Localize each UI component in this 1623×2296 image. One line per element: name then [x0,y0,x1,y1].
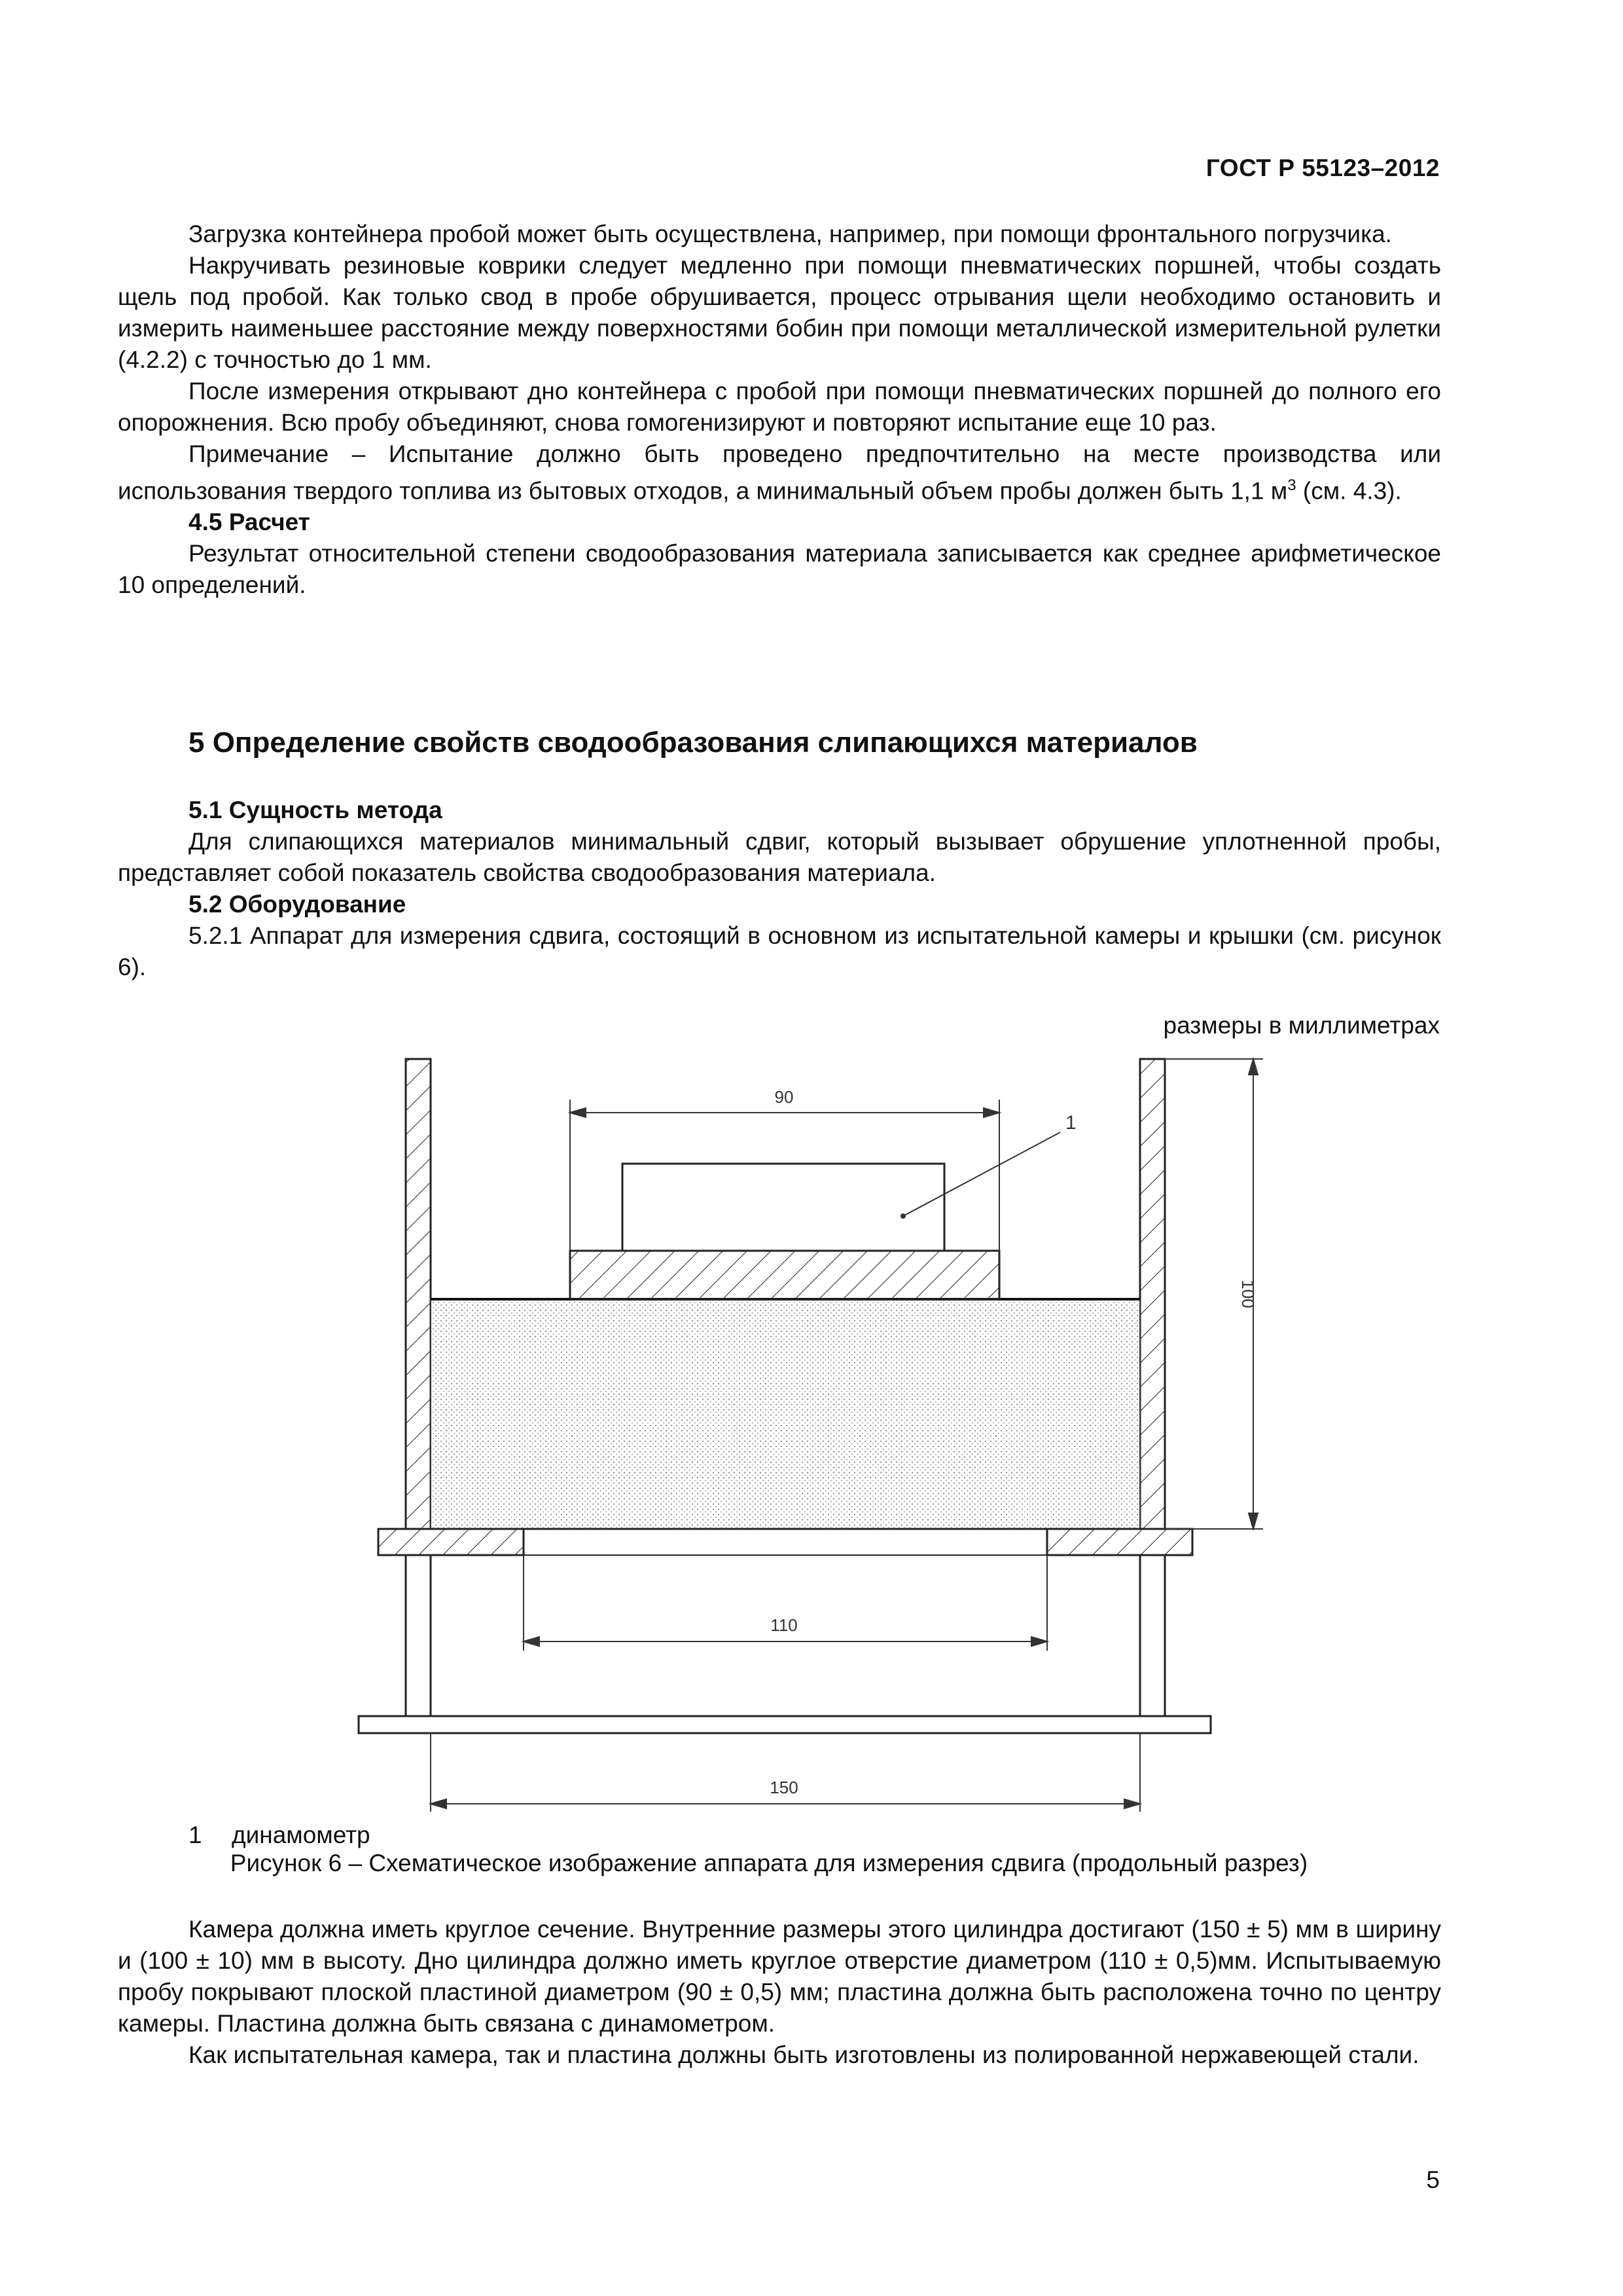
note [118,439,1441,507]
note-text: Примечание – Испытание должно быть проведено предпочтительно на месте производства или использования твердого топлива из бытовых отходов, а минимальный объем пробы должен быть 1,1 м [118,440,1441,505]
paragraph: Накручивать резиновые коврики следует медленно при помощи пневматических поршней, чтобы создать щель под пробой. Как только свод в пробе обрушивается, процесс отрывания щели необходимо остановить и измерить наименьшее расстояние между поверхностями бобин при помощи металлической измерительной рулетки (4.2.2) с точностью до 1 мм. [118,252,1441,373]
paragraph: Камера должна иметь круглое сечение. Внутренние размеры этого цилиндра достигают (150 ± 5) мм в ширину и (100 ± 10) мм в высоту. Дно цилиндра должно иметь круглое отверстие диаметром (110 ± 0,5)мм. Испытываемую пробу покрывают плоской пластиной диаметром (90 ± 0,5) мм; пластина должна быть расположена точно по центру камеры. Пластина должна быть связана с динамометром. [118,1916,1441,2037]
paragraph: 5.2.1 Аппарат для измерения сдвига, состоящий в основном из испытательной камеры и крышки (см. рисунок 6). [118,922,1441,980]
base-plate [359,1716,1211,1733]
paragraph: Загрузка контейнера пробой может быть осуществлена, например, при помощи фронтального погрузчика. [188,221,1392,247]
figure-caption: Рисунок 6 – Схематическое изображение аппарата для измерения сдвига (продольный разрез) [230,1850,1308,1876]
callout-label: 1 [1065,1112,1077,1134]
legend-number: 1 [188,1821,202,1848]
shear-apparatus-drawing [353,1047,1258,1813]
note-superscript: 3 [1287,476,1296,494]
bottom-flange-right [1047,1529,1192,1555]
units-note: размеры в миллиметрах [1163,1012,1440,1039]
dynamometer [622,1164,944,1251]
dimension-110 [524,1555,1047,1651]
subsection-heading-5-2: 5.2 Оборудование [188,891,406,918]
subsection-heading-4-5: 4.5 Расчет [188,509,310,536]
text-block-3 [118,1914,1441,2071]
paragraph: Как испытательная камера, так и пластина должны быть изготовлены из полированной нержавеющей стали. [188,2041,1419,2068]
section-heading-5: 5 Определение свойств сводообразования слипающихся материалов [188,726,1198,759]
paragraph: После измерения открывают дно контейнера с пробой при помощи пневматических поршней до полного его опорожнения. Всю пробу объединяют, снова гомогенизируют и повторяют испытание еще 10 раз. [118,378,1441,436]
document-code: ГОСТ Р 55123–2012 [1205,154,1440,181]
figure-legend [188,1821,370,1849]
right-wall [1140,1059,1165,1529]
dimension-150 [431,1733,1140,1812]
legend-text: динамометр [232,1821,370,1848]
dimension-110-label: 110 [770,1615,798,1635]
dimension-90-label: 90 [774,1087,794,1107]
note-end: (см. 4.3). [1296,477,1402,505]
subsection-heading-5-1: 5.1 Сущность метода [188,797,442,823]
text-block-1 [118,219,1441,601]
paragraph: Для слипающихся материалов минимальный сдвиг, который вызывает обрушение уплотненной пробы, представляет собой показатель свойства сводообразования материала. [118,828,1441,886]
cover-plate [570,1251,999,1299]
dimension-150-label: 150 [770,1778,798,1797]
dimension-100-label: 100 [1238,1280,1258,1308]
paragraph: Результат относительной степени сводообразования материала записывается как среднее арифметическое 10 определений. [118,540,1441,599]
text-block-2 [118,795,1441,983]
page-number: 5 [1426,2166,1440,2193]
sample [431,1299,1140,1529]
left-wall [406,1059,431,1529]
bottom-flange-left [378,1529,524,1555]
